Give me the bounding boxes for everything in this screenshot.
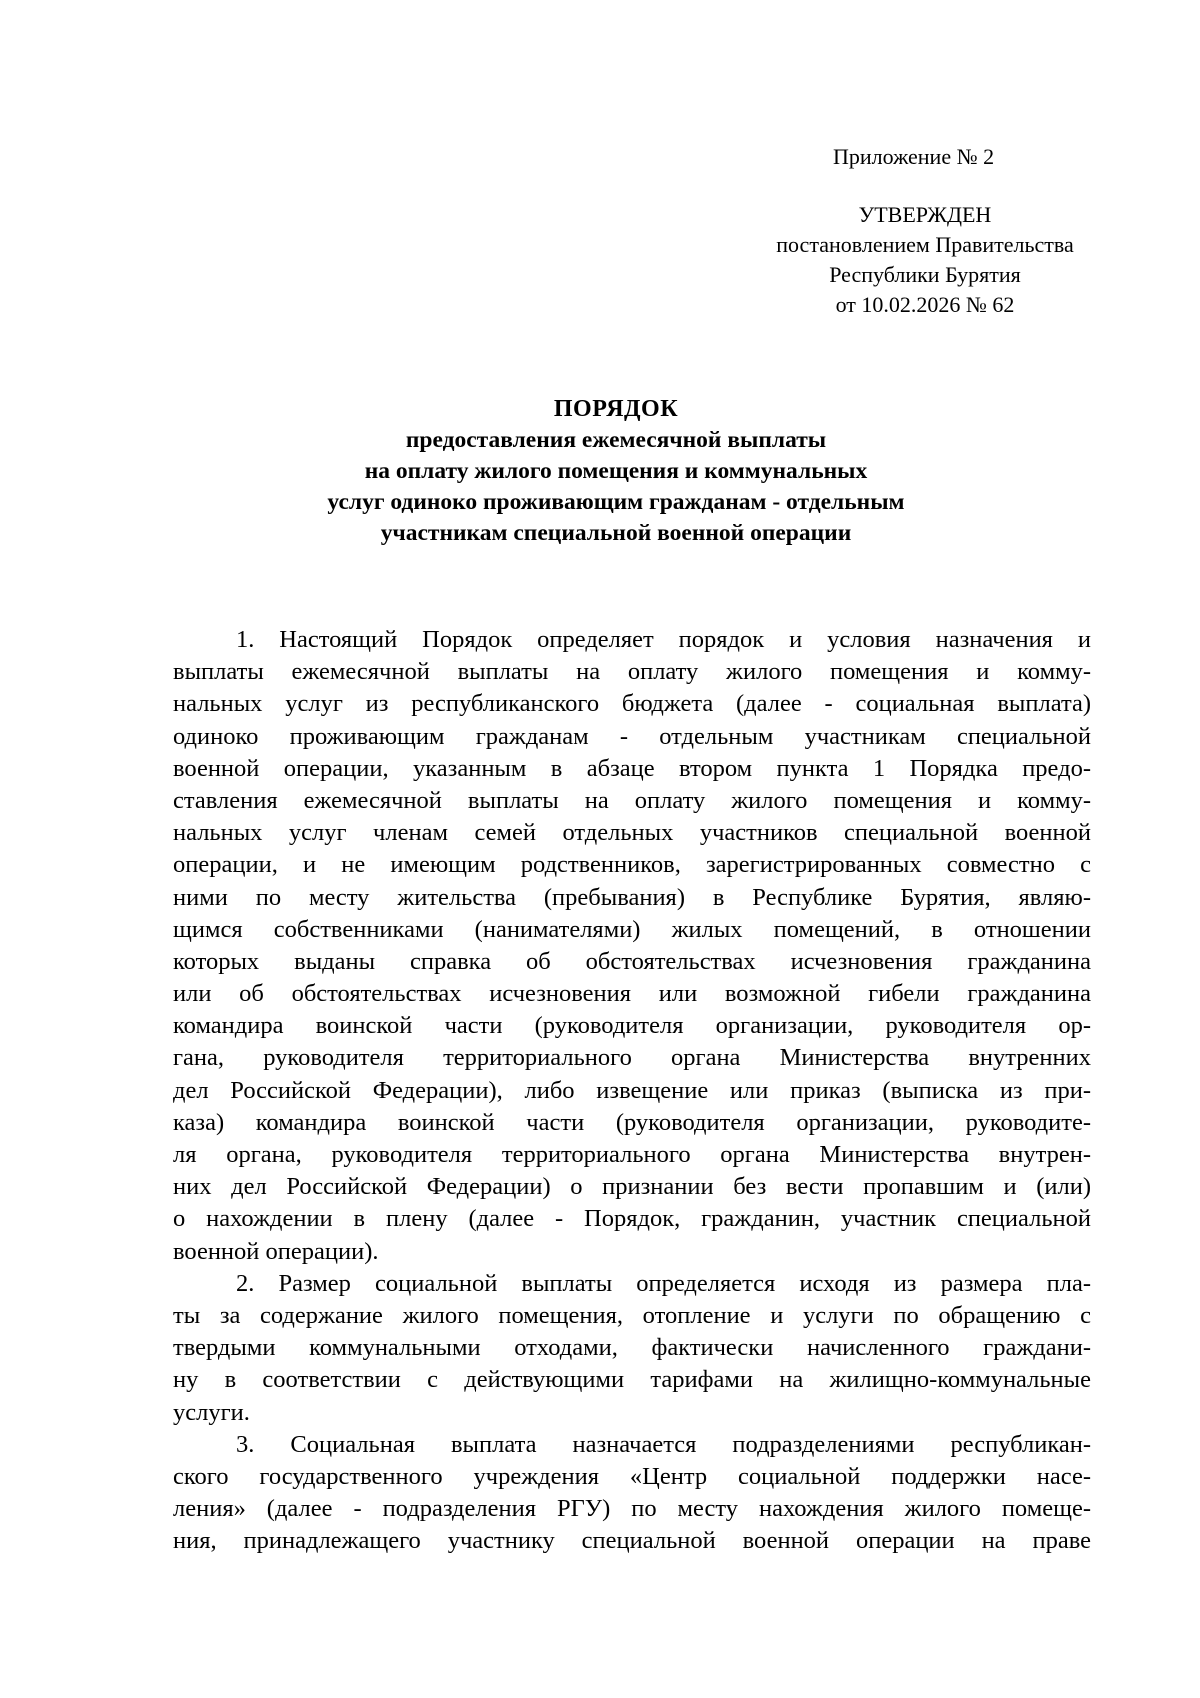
title-line: на оплату жилого помещения и коммунальных <box>364 458 868 484</box>
approval-stamp-block <box>745 200 1105 320</box>
paragraph-1 <box>173 624 1091 1268</box>
document-body <box>173 624 1091 1557</box>
body-line: 1. Настоящий Порядок определяет порядок и условия назначения и <box>236 626 1091 653</box>
paragraph-3 <box>173 1429 1091 1558</box>
body-line: каза) командира воинской части (руководителя организации, руководите- <box>173 1108 1091 1136</box>
body-line: одиноко проживающим гражданам - отдельным участникам специальной <box>173 722 1091 750</box>
body-line: 2. Размер социальной выплаты определяется исходя из размера пла- <box>236 1269 1091 1297</box>
approved-line: от 10.02.2026 № 62 <box>835 292 1015 317</box>
body-line: операции, и не имеющим родственников, зарегистрированных совместно с <box>173 851 1091 879</box>
body-line: выплаты ежемесячной выплаты на оплату жилого помещения и комму- <box>173 658 1091 686</box>
appendix-label: Приложение № 2 <box>833 144 995 169</box>
body-line: о нахождении в плену (далее - Порядок, гражданин, участник специальной <box>173 1205 1091 1233</box>
approved-line: УТВЕРЖДЕН <box>858 202 992 227</box>
title-main: ПОРЯДОК <box>553 396 679 422</box>
body-line: щимся собственниками (нанимателями) жилых помещений, в отношении <box>173 915 1091 943</box>
body-line: твердыми коммунальными отходами, фактически начисленного граждани- <box>173 1334 1091 1362</box>
body-line: ния, принадлежащего участнику специальной военной операции на праве <box>173 1527 1091 1555</box>
body-line: командира воинской части (руководителя организации, руководителя ор- <box>173 1012 1091 1040</box>
document-title <box>200 394 1032 549</box>
title-line: услуг одиноко проживающим гражданам - отдельным <box>327 489 905 515</box>
body-line: ского государственного учреждения «Центр социальной поддержки насе- <box>173 1462 1091 1490</box>
title-line: предоставления ежемесячной выплаты <box>405 427 827 453</box>
body-line: которых выданы справка об обстоятельствах исчезновения гражданина <box>173 947 1091 975</box>
body-line: ставления ежемесячной выплаты на оплату жилого помещения и комму- <box>173 786 1091 814</box>
body-line: дел Российской Федерации), либо извещение или приказ (выписка из при- <box>173 1076 1091 1104</box>
body-line: них дел Российской Федерации) о признании без вести пропавшим и (или) <box>173 1173 1091 1201</box>
body-line: 3. Социальная выплата назначается подразделениями республикан- <box>236 1430 1091 1458</box>
body-line: нальных услуг членам семей отдельных участников специальной военной <box>173 819 1091 847</box>
title-line: участникам специальной военной операции <box>380 520 852 546</box>
body-line: нальных услуг из республиканского бюджета (далее - социальная выплата) <box>173 690 1091 718</box>
body-line: ты за содержание жилого помещения, отопление и услуги по обращению с <box>173 1301 1091 1329</box>
body-line: гана, руководителя территориального органа Министерства внутренних <box>173 1044 1091 1072</box>
body-line: ля органа, руководителя территориального органа Министерства внутрен- <box>173 1141 1091 1168</box>
body-line: или об обстоятельствах исчезновения или возможной гибели гражданина <box>173 980 1091 1008</box>
body-line: военной операции). <box>173 1237 379 1265</box>
approved-line: Республики Бурятия <box>829 262 1021 287</box>
body-line: ления» (далее - подразделения РГУ) по месту нахождения жилого помеще- <box>173 1495 1091 1523</box>
approved-line: постановлением Правительства <box>776 232 1074 257</box>
paragraph-2 <box>173 1268 1091 1429</box>
body-line: услуги. <box>173 1398 250 1426</box>
body-line: ними по месту жительства (пребывания) в Республике Бурятия, являю- <box>173 883 1091 911</box>
body-line: ну в соответствии с действующими тарифами на жилищно-коммунальные <box>173 1366 1091 1394</box>
body-line: военной операции, указанным в абзаце втором пункта 1 Порядка предо- <box>173 754 1091 782</box>
